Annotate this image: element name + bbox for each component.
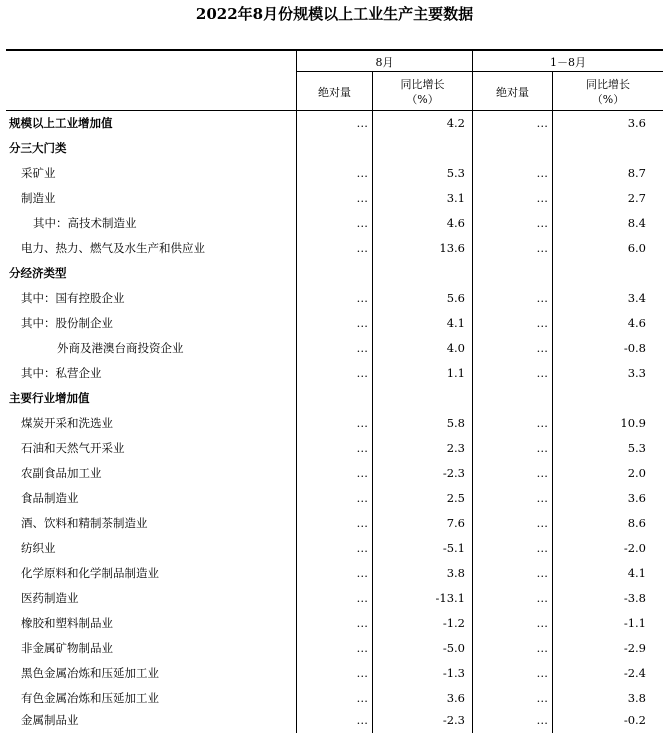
growth-jan-aug-value: -1.1 — [623, 616, 646, 630]
table-row — [6, 161, 663, 186]
table-top-rule — [6, 49, 663, 51]
growth-aug-value: 2.5 — [446, 491, 465, 505]
growth-jan-aug-value: 6.0 — [627, 241, 646, 255]
row-label: 主要行业增加值 — [9, 391, 90, 405]
row-label: 其中：股份制企业 — [21, 316, 113, 330]
growth-jan-aug-value: 3.3 — [627, 366, 646, 380]
table-row — [6, 386, 663, 411]
row-label: 纺织业 — [21, 541, 56, 555]
header-growth-aug-line1: 同比增长 — [400, 78, 445, 91]
row-label: 农副食品加工业 — [21, 466, 102, 480]
abs-aug-value: … — [356, 341, 368, 355]
table-row — [6, 261, 663, 286]
growth-aug-value: 7.6 — [446, 516, 465, 530]
table-row — [6, 111, 663, 136]
table-row — [6, 361, 663, 386]
growth-aug-value: 4.1 — [446, 316, 465, 330]
abs-aug-value: … — [356, 616, 368, 630]
row-label: 分经济类型 — [9, 266, 67, 280]
abs-aug-value: … — [356, 541, 368, 555]
growth-jan-aug-value: 3.6 — [627, 491, 646, 505]
abs-jan-aug-value: … — [536, 691, 548, 705]
abs-aug-value: … — [356, 216, 368, 230]
abs-jan-aug-value: … — [536, 191, 548, 205]
abs-aug-value: … — [356, 566, 368, 580]
growth-jan-aug-value: -0.8 — [623, 341, 646, 355]
header-growth-jan-aug-line2: （%） — [591, 93, 625, 106]
growth-jan-aug-value: 2.0 — [627, 466, 646, 480]
abs-aug-value: … — [356, 116, 368, 130]
table-row — [6, 311, 663, 336]
row-label: 其中：国有控股企业 — [21, 291, 125, 305]
table-row — [6, 286, 663, 311]
abs-aug-value: … — [356, 591, 368, 605]
row-label: 化学原料和化学制品制造业 — [21, 566, 159, 580]
table-row — [6, 136, 663, 161]
growth-jan-aug-value: -2.4 — [623, 666, 646, 680]
row-label: 分三大门类 — [9, 141, 67, 155]
table-row — [6, 661, 663, 686]
growth-aug-value: 3.1 — [446, 191, 465, 205]
growth-jan-aug-value: 5.3 — [627, 441, 646, 455]
abs-aug-value: … — [356, 441, 368, 455]
row-label: 金属制品业 — [21, 713, 79, 727]
growth-aug-value: 3.6 — [446, 691, 465, 705]
growth-jan-aug-value: 8.7 — [627, 166, 646, 180]
growth-aug-value: -1.3 — [442, 666, 465, 680]
table-row — [6, 511, 663, 536]
header-period-aug: 8月 — [375, 56, 394, 69]
header-growth-aug-line2: （%） — [406, 93, 439, 106]
growth-aug-value: -5.0 — [442, 641, 465, 655]
abs-jan-aug-value: … — [536, 713, 548, 727]
abs-jan-aug-value: … — [536, 216, 548, 230]
abs-aug-value: … — [356, 166, 368, 180]
table-row — [6, 211, 663, 236]
growth-aug-value: 4.2 — [446, 116, 465, 130]
growth-jan-aug-value: 4.1 — [627, 566, 646, 580]
table-row — [6, 411, 663, 436]
abs-aug-value: … — [356, 466, 368, 480]
abs-jan-aug-value: … — [536, 316, 548, 330]
growth-aug-value: 13.6 — [439, 241, 465, 255]
growth-jan-aug-value: 3.8 — [627, 691, 646, 705]
table-row — [6, 186, 663, 211]
abs-aug-value: … — [356, 366, 368, 380]
table-row — [6, 336, 663, 361]
row-label: 制造业 — [21, 191, 56, 205]
table-row — [6, 611, 663, 636]
abs-jan-aug-value: … — [536, 616, 548, 630]
abs-aug-value: … — [356, 191, 368, 205]
abs-aug-value: … — [356, 491, 368, 505]
header-growth-jan-aug-line1: 同比增长 — [586, 78, 630, 91]
table-row — [6, 236, 663, 261]
row-label: 石油和天然气开采业 — [21, 441, 125, 455]
abs-aug-value: … — [356, 241, 368, 255]
abs-jan-aug-value: … — [536, 366, 548, 380]
row-label: 电力、热力、燃气及水生产和供应业 — [21, 241, 205, 255]
growth-aug-value: 4.0 — [446, 341, 465, 355]
header-mid-rule — [296, 71, 663, 72]
row-label: 医药制造业 — [21, 591, 79, 605]
abs-aug-value: … — [356, 666, 368, 680]
table-row — [6, 561, 663, 586]
row-label: 外商及港澳台商投资企业 — [57, 341, 184, 355]
abs-aug-value: … — [356, 416, 368, 430]
table-row — [6, 536, 663, 561]
abs-jan-aug-value: … — [536, 541, 548, 555]
table-row — [6, 708, 663, 733]
table-row — [6, 486, 663, 511]
abs-jan-aug-value: … — [536, 116, 548, 130]
growth-aug-value: 1.1 — [446, 366, 465, 380]
table-row — [6, 586, 663, 611]
row-label: 酒、饮料和精制茶制造业 — [21, 516, 148, 530]
row-label: 黑色金属冶炼和压延加工业 — [21, 666, 159, 680]
growth-aug-value: 5.8 — [446, 416, 465, 430]
row-label: 规模以上工业增加值 — [9, 116, 113, 130]
growth-aug-value: 5.6 — [446, 291, 465, 305]
abs-jan-aug-value: … — [536, 291, 548, 305]
abs-jan-aug-value: … — [536, 591, 548, 605]
growth-aug-value: -1.2 — [442, 616, 465, 630]
table-row — [6, 461, 663, 486]
abs-jan-aug-value: … — [536, 416, 548, 430]
growth-aug-value: 3.8 — [446, 566, 465, 580]
abs-jan-aug-value: … — [536, 566, 548, 580]
growth-jan-aug-value: 8.6 — [627, 516, 646, 530]
row-label: 煤炭开采和洗选业 — [21, 416, 113, 430]
growth-jan-aug-value: -2.9 — [623, 641, 646, 655]
abs-jan-aug-value: … — [536, 441, 548, 455]
row-label: 橡胶和塑料制品业 — [21, 616, 113, 630]
growth-aug-value: 5.3 — [446, 166, 465, 180]
abs-aug-value: … — [356, 516, 368, 530]
abs-aug-value: … — [356, 713, 368, 727]
abs-jan-aug-value: … — [536, 516, 548, 530]
header-period-jan-aug: 1－8月 — [550, 56, 586, 69]
row-label: 有色金属冶炼和压延加工业 — [21, 691, 159, 705]
header-abs-jan-aug: 绝对量 — [496, 86, 529, 99]
growth-jan-aug-value: 3.4 — [627, 291, 646, 305]
abs-jan-aug-value: … — [536, 166, 548, 180]
growth-aug-value: 4.6 — [446, 216, 465, 230]
page-title: 2022年8月份规模以上工业生产主要数据 — [195, 5, 474, 23]
abs-aug-value: … — [356, 291, 368, 305]
row-label: 其中：私营企业 — [21, 366, 102, 380]
growth-jan-aug-value: 3.6 — [627, 116, 646, 130]
abs-aug-value: … — [356, 316, 368, 330]
row-label: 非金属矿物制品业 — [21, 641, 113, 655]
growth-jan-aug-value: -0.2 — [623, 713, 646, 727]
growth-aug-value: -2.3 — [442, 713, 465, 727]
abs-jan-aug-value: … — [536, 466, 548, 480]
abs-jan-aug-value: … — [536, 241, 548, 255]
growth-jan-aug-value: 10.9 — [620, 416, 646, 430]
growth-aug-value: -13.1 — [435, 591, 465, 605]
abs-jan-aug-value: … — [536, 666, 548, 680]
growth-aug-value: 2.3 — [446, 441, 465, 455]
table-row — [6, 636, 663, 661]
header-abs-aug: 绝对量 — [318, 86, 351, 99]
row-label: 采矿业 — [21, 166, 56, 180]
growth-jan-aug-value: 4.6 — [627, 316, 646, 330]
growth-jan-aug-value: 8.4 — [627, 216, 646, 230]
growth-jan-aug-value: -3.8 — [623, 591, 646, 605]
growth-aug-value: -5.1 — [442, 541, 465, 555]
abs-aug-value: … — [356, 641, 368, 655]
row-label: 食品制造业 — [21, 491, 79, 505]
abs-aug-value: … — [356, 691, 368, 705]
row-label: 其中：高技术制造业 — [33, 216, 137, 230]
abs-jan-aug-value: … — [536, 641, 548, 655]
growth-aug-value: -2.3 — [442, 466, 465, 480]
growth-jan-aug-value: -2.0 — [623, 541, 646, 555]
growth-jan-aug-value: 2.7 — [627, 191, 646, 205]
table-row — [6, 436, 663, 461]
abs-jan-aug-value: … — [536, 341, 548, 355]
abs-jan-aug-value: … — [536, 491, 548, 505]
